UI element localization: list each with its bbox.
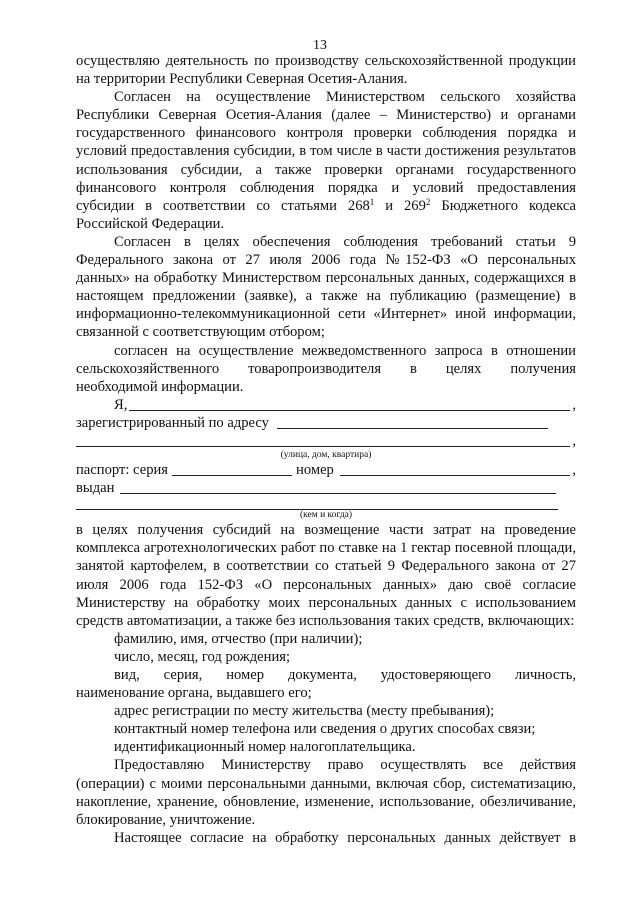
- address-field-2[interactable]: [76, 433, 570, 447]
- paragraph-control: [76, 88, 576, 233]
- paragraph-rights: Предоставляю Министерству право осуществлять все действия (операции) с моими персональными данными, включая сбор, систематизацию, накопление, хранение, обновление, изменение, использование, обезличивание, блокирование, уничтожение.: [76, 757, 576, 828]
- passport-line: [76, 461, 576, 479]
- paragraph-control-text: Согласен на осуществление Министерством сельского хозяйства Республики Северная Осетия-Алания (далее – Министерство) и органами государственного финансового контроля проверки соблюдения порядка и условий предоставления субсидии, в том числе в части достижения результатов использования субсидии, а также проверки органами государственного финансового контроля соблюдения порядка и условий предоставления субсидии в соответствии со статьями 268: [76, 89, 576, 214]
- address-line-2: [76, 432, 576, 450]
- passport-number-label: номер: [296, 462, 334, 479]
- footnote-sup-1: 1: [369, 196, 375, 207]
- passport-series-label: паспорт: серия: [76, 462, 169, 479]
- address-caption: (улица, дом, квартира): [280, 450, 372, 461]
- address-label: зарегистрированный по адресу: [76, 414, 269, 431]
- issued-field[interactable]: [120, 480, 556, 494]
- list-item: контактный номер телефона или сведения о других способах связи;: [114, 721, 536, 738]
- issued-field-2[interactable]: [76, 497, 558, 510]
- page-content: [76, 52, 576, 847]
- paragraph-publication: Согласен в целях обеспечения соблюдения требований статьи 9 Федерального закона от 27 июля 2006 года №152-ФЗ «О персональных данных» на обработку Министерством персональных данных, содержащихся в настоящем предложении (заявке), а также на публикацию (размещение) в информационно-телекоммуникационной сети «Интернет» иной информации, связанной с соответствующим отбором;: [76, 233, 576, 341]
- page-number: 13: [313, 38, 327, 53]
- issued-caption: (кем и когда): [299, 510, 353, 521]
- issued-label: выдан: [76, 480, 115, 497]
- paragraph-request-line-3: необходимой информации.: [76, 378, 244, 395]
- paragraph-request-line-1: согласен на осуществление межведомственного запроса в отношении: [114, 342, 576, 359]
- passport-series-field[interactable]: [172, 462, 292, 476]
- issued-line: [76, 479, 576, 497]
- list-item: идентификационный номер налогоплательщика.: [114, 739, 416, 756]
- list-item: фамилию, имя, отчество (при наличии);: [114, 630, 363, 647]
- passport-comma: ,: [572, 462, 576, 479]
- name-field[interactable]: [129, 397, 570, 411]
- list-item: число, месяц, год рождения;: [114, 648, 291, 665]
- paragraph-consent: в целях получения субсидий на возмещение части затрат на проведение комплекса агротехнологических работ по ставке на 1 гектар посевной площади, занятой картофелем, в соответствии со статьей 9 Федерального закона от 27 июля 2006 года 152-ФЗ «О персональных данных» даю своё согласие Министерству на обработку моих персональных данных с использованием средств автоматизации, а также без использования таких средств, включающих:: [76, 522, 576, 629]
- list-item: адрес регистрации по месту жительства (месту пребывания);: [114, 703, 495, 720]
- paragraph-control-end: Бюджетного кодекса Российской Федерации.: [76, 197, 576, 232]
- footnote-sup-2: 2: [425, 196, 431, 207]
- list-item-document-2: наименование органа, выдавшего его;: [76, 685, 312, 702]
- name-label: Я,: [114, 396, 128, 413]
- list-item-document-1: вид, серия, номер документа, удостоверяющего личность,: [114, 667, 576, 683]
- address-line: [76, 414, 576, 432]
- name-comma: ,: [572, 396, 576, 413]
- address-field[interactable]: [277, 415, 548, 429]
- address-comma: ,: [572, 432, 576, 449]
- paragraph-validity: Настоящее согласие на обработку персональных данных действует в: [114, 829, 576, 846]
- name-line: [76, 396, 576, 414]
- passport-number-field[interactable]: [340, 462, 570, 476]
- paragraph-control-mid: и 269: [374, 197, 426, 214]
- paragraph-intro: осуществляю деятельность по производству сельскохозяйственной продукции на территории Республики Северная Осетия-Алания.: [76, 53, 576, 88]
- paragraph-request-line-2: сельскохозяйственного товаропроизводителя в целях получения: [76, 360, 576, 377]
